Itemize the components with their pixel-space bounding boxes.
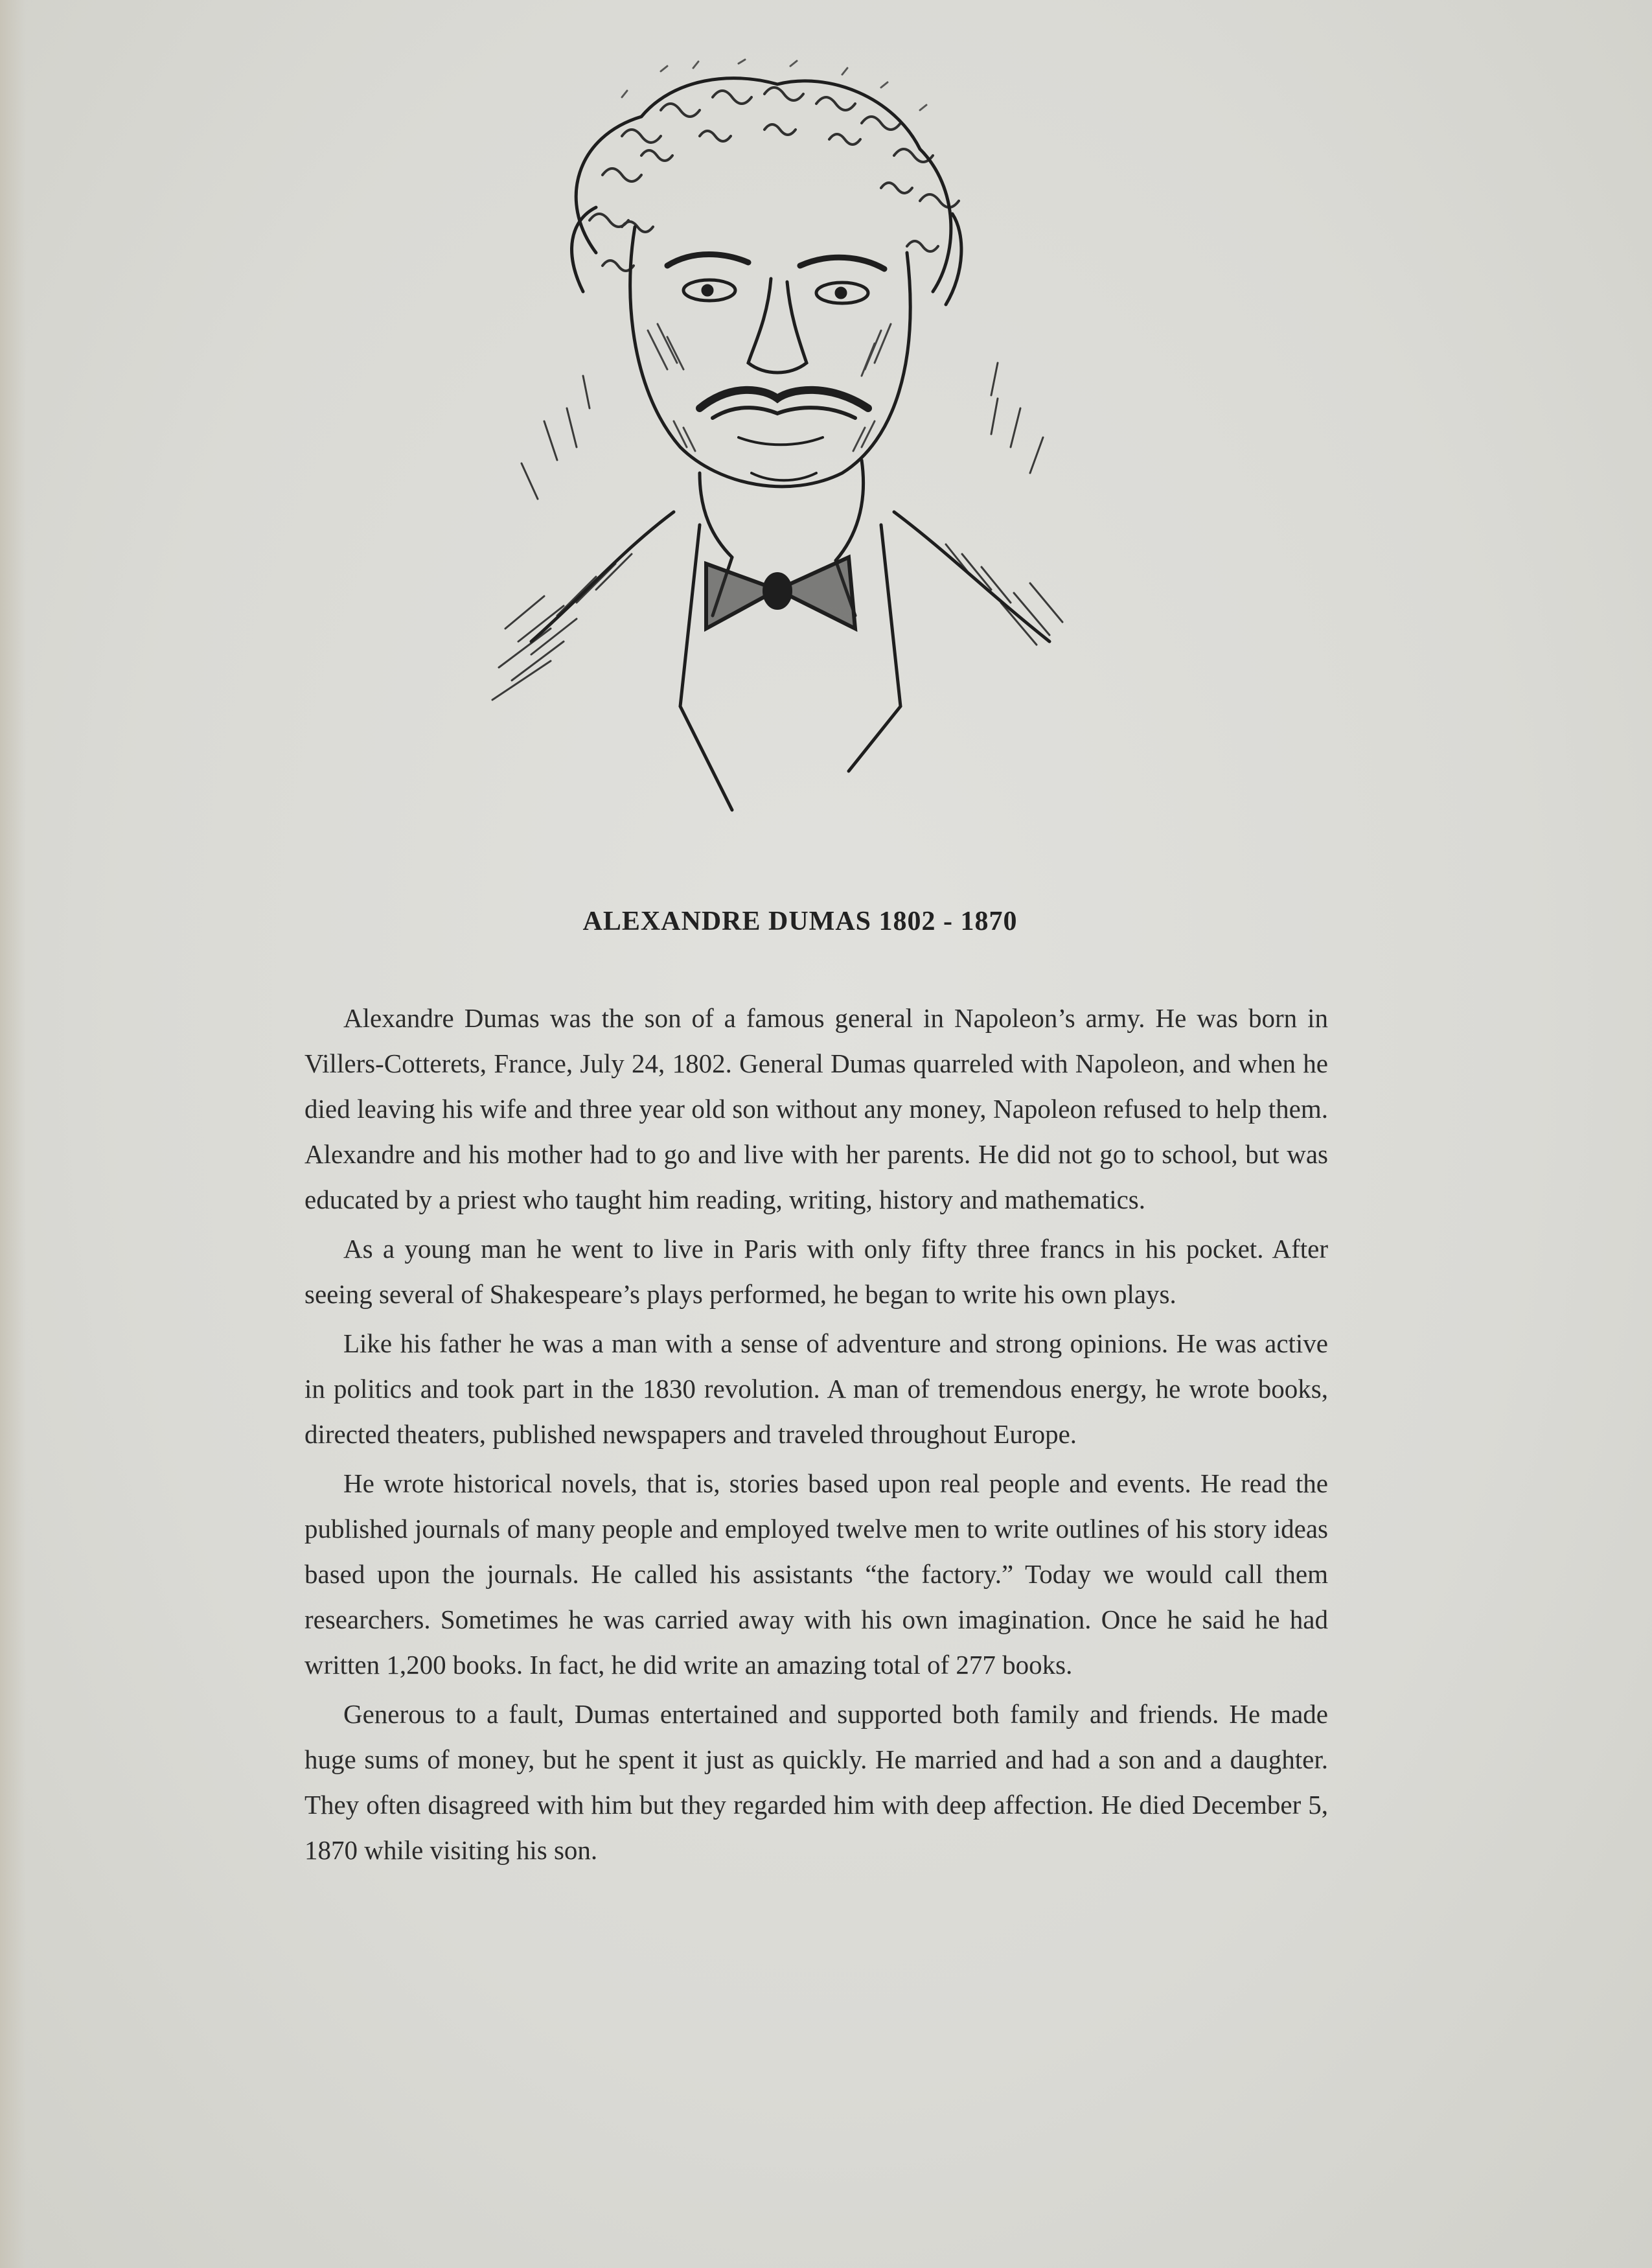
paragraph: Alexandre Dumas was the son of a famous general in Napoleon’s army. He was born in Villers-Cotterets, France, July 24, 1802. General Dumas quarreled with Napoleon, and when he died leaving his wife and three year old son without any money, Napoleon refused to help them. Alexandre and his mother had to go and live with her parents. He did not go to school, but was educated by a priest who taught him reading, writing, history and mathematics.	[304, 1003, 1328, 1214]
paragraph: Like his father he was a man with a sense of adventure and strong opinions. He was active in politics and took part in the 1830 revolution. A man of tremendous energy, he wrote books, directed theaters, published newspapers and traveled throughout Europe.	[304, 1328, 1328, 1449]
paragraph: As a young man he went to live in Paris with only fifty three francs in his pocket. After seeing several of Shakespeare’s plays performed, he began to write his own plays.	[304, 1234, 1328, 1309]
biography-body	[304, 995, 1328, 1877]
paragraph: He wrote historical novels, that is, stories based upon real people and events. He read the published journals of many people and employed twelve men to write outlines of his story ideas based upon the journals. He called his assistants “the factory.” Today we would call them researchers. Sometimes he was carried away with his own imagination. Once he said he had written 1,200 books. In fact, he did write an amazing total of 277 books.	[304, 1468, 1328, 1680]
portrait-sketch-icon	[428, 58, 1153, 849]
paragraph: Generous to a fault, Dumas entertained and supported both family and friends. He made huge sums of money, but he spent it just as quickly. He married and had a son and a daughter. They often disagreed with him but they regarded him with deep affection. He died December 5, 1870 while visiting his son.	[304, 1699, 1328, 1865]
portrait-illustration	[428, 58, 1153, 849]
page-title: ALEXANDRE DUMAS 1802 - 1870	[582, 907, 1018, 936]
